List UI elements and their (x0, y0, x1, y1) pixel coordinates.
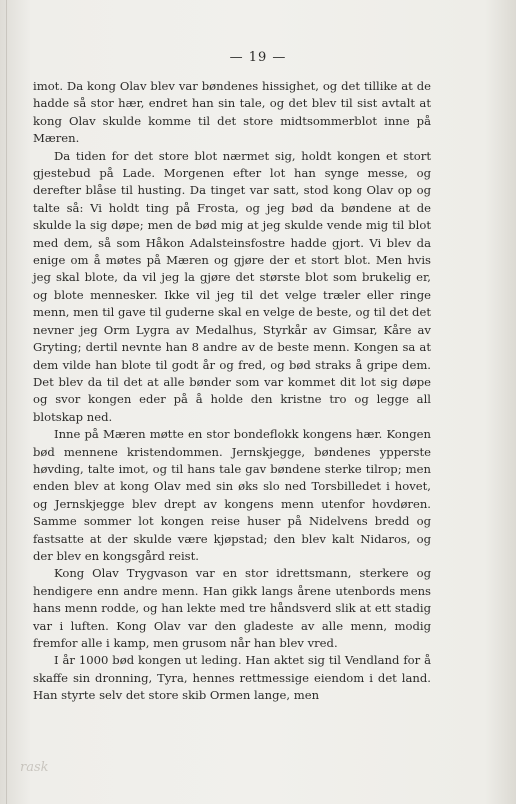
page-body (33, 78, 431, 705)
margin-pencil-mark: rask (20, 760, 49, 775)
paragraph-4: Kong Olav Trygvason var en stor idrettsmann, sterkere og hendigere enn andre menn. Han gikk langs årene utenbords mens hans menn rodde, og han lekte med tre håndsverd slik at ett stadig var i luften. Kong Olav var den gladeste av alle menn, modig fremfor alle i kamp, men grusom når han blev vred. (33, 566, 431, 650)
page-edge-left (6, 0, 7, 804)
paragraph-1: imot. Da kong Olav blev var bøndenes hissighet, og det tillike at de hadde så stor hær, endret han sin tale, og det blev til sist avtalt at kong Olav skulde komme til det store midtsommerblot inne på Mæren. (33, 79, 431, 146)
paragraph-3: Inne på Mæren møtte en stor bondeflokk kongens hær. Kongen bød mennene kristendommen. Jernskjegge, bøndenes ypperste høvding, talte imot, og til hans tale gav bøndene sterke tilrop; men enden blev at kong Olav med sin øks slo ned Torsbilledet i hovet, og Jernskjegge blev drept av kongens menn utenfor hovdøren. Samme sommer lot kongen reise huser på Nidelvens bredd og fastsatte at der skulde være kjøpstad; den blev kalt Nidaros, og der blev en kongsgård reist. (33, 427, 431, 563)
page-number: — 19 — (229, 50, 287, 65)
paragraph-2: Da tiden for det store blot nærmet sig, holdt kongen et stort gjestebud på Lade. Morgenen efter lot han synge messe, og derefter blåse til husting. Da tinget var satt, stod kong Olav op og talte så: Vi holdt ting på Frosta, og jeg bød da bøndene at de skulde la sig døpe; men de bød mig at jeg skulde vende mig til blot med dem, så som Håkon Adalsteinsfostre hadde gjort. Vi blev da enige om å møtes på Mæren og gjøre der et stort blot. Men hvis jeg skal blote, da vil jeg la gjøre det største blot som brukelig er, og blote mennesker. Ikke vil jeg til det velge træler eller ringe menn, men til gave til guderne skal en velge de beste, og til det det nevner jeg Orm Lygra av Medalhus, Styrkår av Gimsar, Kåre av Gryting; dertil nevnte han 8 andre av de beste menn. Kongen sa at dem vilde han blote til godt år og fred, og bød straks å gripe dem. Det blev da til det at alle bønder som var kommet dit lot sig døpe og svor kongen eder på å holde den kristne tro og legge all blotskap ned. (33, 148, 431, 424)
paragraph-5: I år 1000 bød kongen ut leding. Han aktet sig til Vendland for å skaffe sin dronning, Tyra, hennes rettmessige eiendom i det land. Han styrte selv det store skib Ormen lange, men (33, 653, 431, 703)
